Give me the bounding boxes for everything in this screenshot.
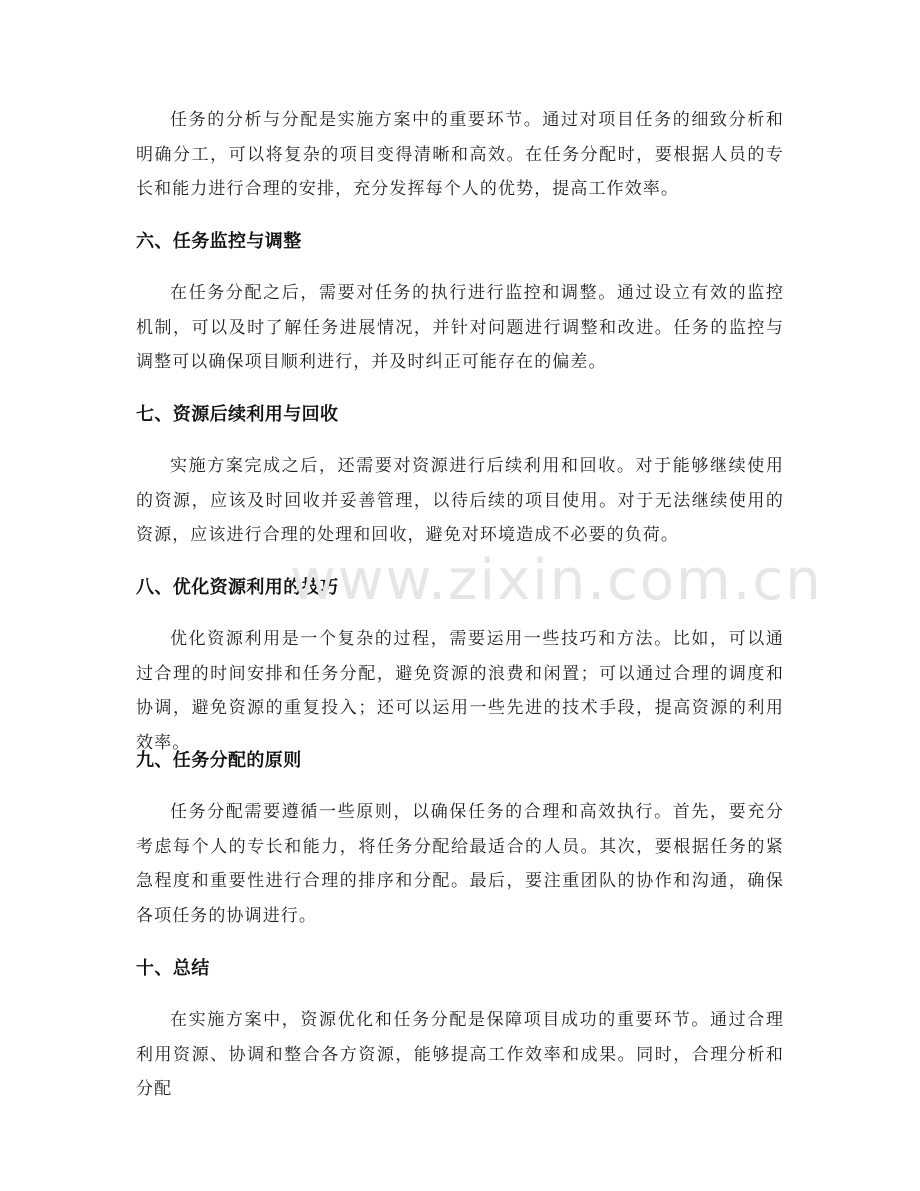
heading-summary: 十、总结: [136, 958, 210, 979]
paragraph-optimization-tips: 优化资源利用是一个复杂的过程，需要运用一些技巧和方法。比如，可以通过合理的时间安排和任务分配，避免资源的浪费和闲置；可以通过合理的调度和协调，避免资源的重复投入；还可以运用一些先进的技术手段，提高资源的利用效率。: [136, 629, 784, 753]
watermark-text: www.zixin.com.cn: [290, 548, 823, 613]
paragraph-summary: 在实施方案中，资源优化和任务分配是保障项目成功的重要环节。通过合理利用资源、协调和整合各方资源，能够提高工作效率和成果。同时，合理分析和分配: [136, 1010, 784, 1099]
heading-resource-recycling: 七、资源后续利用与回收: [136, 404, 339, 425]
heading-allocation-principles: 九、任务分配的原则: [136, 750, 302, 771]
heading-task-monitoring: 六、任务监控与调整: [136, 231, 302, 252]
heading-optimization-tips: 八、优化资源利用的技巧: [136, 577, 339, 598]
paragraph-resource-recycling: 实施方案完成之后，还需要对资源进行后续利用和回收。对于能够继续使用的资源，应该及时回收并妥善管理，以待后续的项目使用。对于无法继续使用的资源，应该进行合理的处理和回收，避免对环境造成不必要的负荷。: [136, 456, 784, 545]
paragraph-task-monitoring: 在任务分配之后，需要对任务的执行进行监控和调整。通过设立有效的监控机制，可以及时了解任务进展情况，并针对问题进行调整和改进。任务的监控与调整可以确保项目顺利进行，并及时纠正可能存在的偏差。: [136, 283, 784, 372]
paragraph-task-analysis: 任务的分析与分配是实施方案中的重要环节。通过对项目任务的细致分析和明确分工，可以将复杂的项目变得清晰和高效。在任务分配时，要根据人员的专长和能力进行合理的安排，充分发挥每个人的优势，提高工作效率。: [136, 110, 784, 199]
paragraph-allocation-principles: 任务分配需要遵循一些原则，以确保任务的合理和高效执行。首先，要充分考虑每个人的专长和能力，将任务分配给最适合的人员。其次，要根据任务的紧急程度和重要性进行合理的排序和分配。最后，要注重团队的协作和沟通，确保各项任务的协调进行。: [136, 802, 784, 926]
